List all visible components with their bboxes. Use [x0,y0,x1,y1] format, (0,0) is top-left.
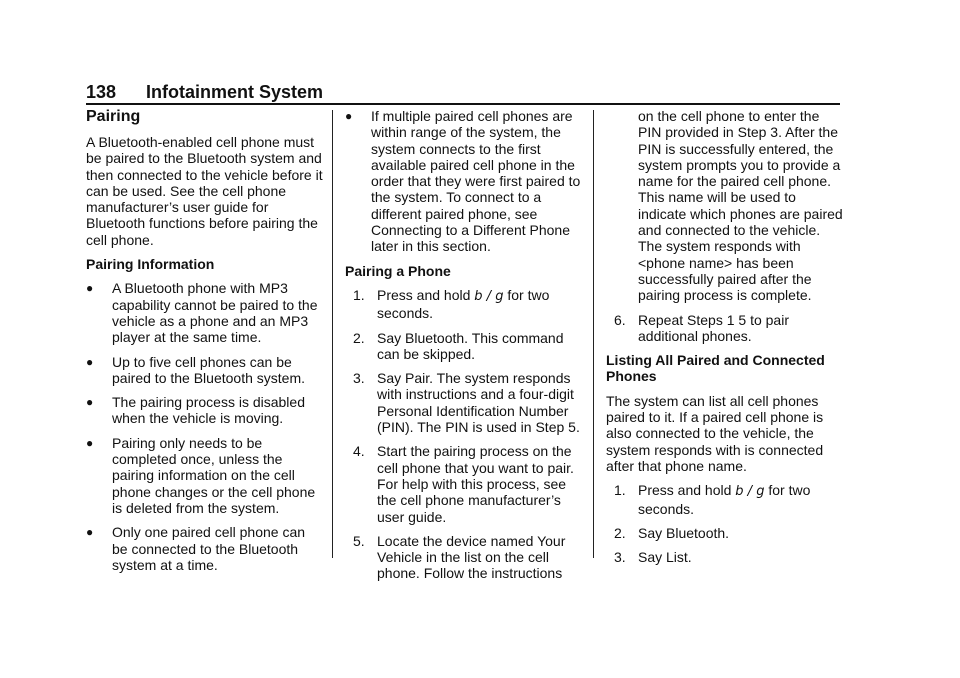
intro-paragraph: A Bluetooth-enabled cell phone must be paired to the Bluetooth system and then connected to the vehicle before it can be used. See the cell phone manufacturer’s user guide for Bluetooth functions before pairing the cell phone. [86,134,323,248]
page-title: Infotainment System [146,82,324,102]
list-item [86,354,324,387]
column-divider [593,110,594,558]
step-text: Press and hold [638,482,736,499]
list-item [86,435,324,516]
step-continuation: on the cell phone to enter the PIN provided in Step 3. After the PIN is successfully entered, the system prompts you to provide a name for the paired cell phone. This name will be used to indicate which phones are paired and connected to the vehicle. The system responds with <phone name> has been successfully paired after the pairing process is complete. [638,108,843,304]
header-divider [86,103,840,105]
step-number: 6. [614,311,626,328]
step-number: 3. [614,549,626,566]
page-number: 138 [86,82,117,102]
step-item [345,443,583,524]
step-number: 1. [614,482,626,499]
step-number: 5. [353,532,365,549]
step-item [606,312,846,345]
bullet-icon: ● [86,354,94,369]
list-item [345,108,583,255]
bullet-icon: ● [86,525,94,540]
bullet-text: Only one paired cell phone can be connected to the Bluetooth system at a time. [112,524,306,573]
step-text: Start the pairing process on the cell phone that you want to pair. For help with this process, see the cell phone manufacturer’s user guide. [377,443,574,525]
step-text: Repeat Steps 1 5 to pair additional phones. [638,311,789,344]
step-item [345,533,583,582]
paragraph: The system can list all cell phones paired to it. If a paired cell phone is also connected to the vehicle, the system responds with is connected after that phone name. [606,392,824,474]
step-number: 1. [353,286,365,303]
bullet-icon: ● [86,395,94,410]
section-title: Pairing [86,108,141,125]
subheading: Pairing a Phone [345,262,451,279]
step-text: Press and hold [377,286,475,303]
subheading: Listing All Paired and Connected Phones [606,352,825,385]
column-2 [345,108,583,590]
page-header [86,80,840,104]
list-item [86,280,324,345]
column-3 [606,108,846,573]
step-number: 3. [353,370,365,387]
step-item [606,549,846,565]
bullet-icon: ● [86,435,94,450]
step-number: 2. [353,329,365,346]
step-number: 4. [353,443,365,460]
step-number: 2. [614,524,626,541]
step-item [345,287,583,322]
step-item [345,370,583,435]
step-item [606,525,846,541]
step-text: Say Bluetooth. [638,524,730,541]
step-item [606,482,846,517]
bullet-text: If multiple paired cell phones are within range of the system, the system connects to the first available paired cell phone in the order that they were first paired to the system. To connect to a different paired phone, see Connecting to a Different Phone later in this section. [371,108,581,255]
bullet-text: The pairing process is disabled when the vehicle is moving. [112,394,305,427]
voice-phone-icon: b / g [735,484,765,500]
step-text: Locate the device named Your Vehicle in the list on the cell phone. Follow the instructions [377,532,566,582]
step-item [345,330,583,363]
bullet-icon: ● [86,281,94,296]
bullet-text: A Bluetooth phone with MP3 capability cannot be paired to the vehicle as a phone and an MP3 player at the same time. [112,280,318,346]
bullet-icon: ● [345,109,353,123]
step-text: for two seconds. [638,482,811,517]
step-text: for two seconds. [377,286,550,322]
step-text: Say Pair. The system responds with instructions and a four-digit Personal Identification Number (PIN). The PIN is used in Step 5. [377,370,580,436]
voice-phone-icon: b / g [474,288,504,304]
column-1 [86,108,324,581]
list-item [86,394,324,427]
step-text: Say List. [638,549,692,566]
list-item [86,524,324,573]
bullet-text: Up to five cell phones can be paired to the Bluetooth system. [112,353,305,386]
bullet-text: Pairing only needs to be completed once, unless the pairing information on the cell phone changes or the cell phone is deleted from the system. [112,434,316,516]
column-divider [332,110,333,558]
step-text: Say Bluetooth. This command can be skipped. [377,329,564,362]
subheading: Pairing Information [86,256,215,273]
